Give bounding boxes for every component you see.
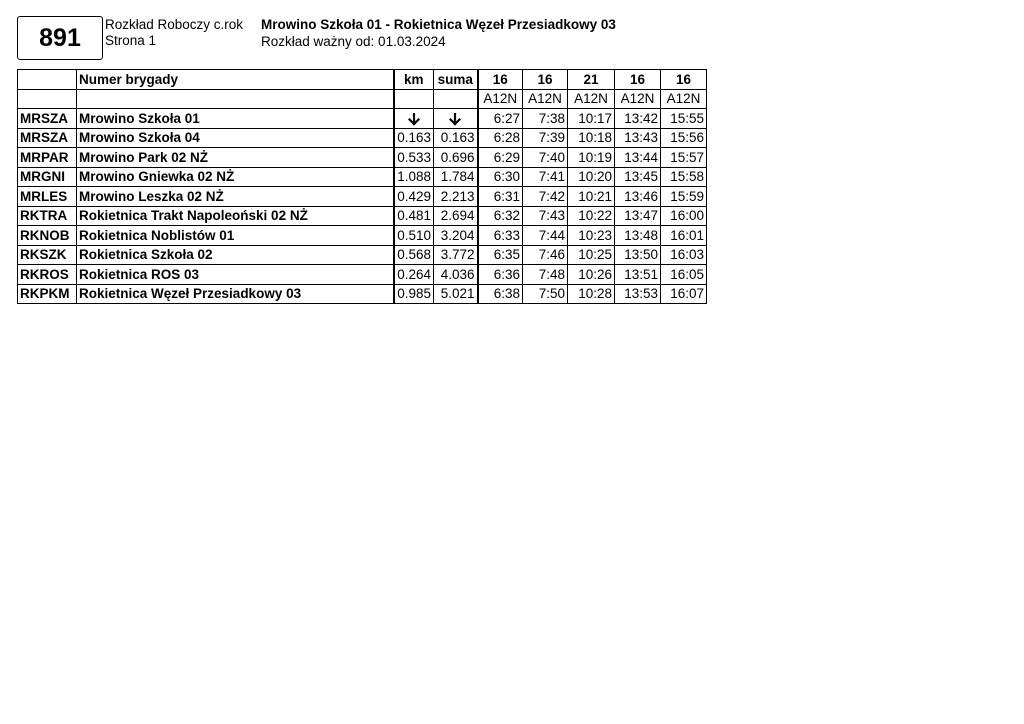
stop-code: RKPKM	[18, 284, 77, 304]
stop-name: Mrowino Szkoła 01	[77, 109, 394, 129]
departure-time: 13:44	[615, 148, 661, 168]
header-sum-cell: suma	[434, 70, 478, 90]
stop-code: MRSZA	[18, 128, 77, 148]
departure-time: 10:28	[568, 284, 615, 304]
variant-cell: A12N	[523, 89, 568, 109]
departure-time: 6:38	[478, 284, 523, 304]
departure-time: 15:56	[661, 128, 707, 148]
stop-name: Mrowino Gniewka 02 NŻ	[77, 167, 394, 187]
stop-name: Rokietnica Noblistów 01	[77, 226, 394, 246]
variant-cell: A12N	[615, 89, 661, 109]
departure-time: 7:38	[523, 109, 568, 129]
departure-time: 6:31	[478, 187, 523, 207]
brigade-cell: 16	[615, 70, 661, 90]
departure-time: 7:44	[523, 226, 568, 246]
departure-time: 10:18	[568, 128, 615, 148]
stop-km: 0.163	[394, 128, 434, 148]
stop-name: Rokietnica ROS 03	[77, 265, 394, 285]
departure-time: 16:03	[661, 245, 707, 265]
header-km-cell: km	[394, 70, 434, 90]
departure-time: 16:00	[661, 206, 707, 226]
empty-cell	[434, 89, 478, 109]
stop-code: MRLES	[18, 187, 77, 207]
stop-sum: 5.021	[434, 284, 478, 304]
departure-time: 16:07	[661, 284, 707, 304]
departure-time: 16:05	[661, 265, 707, 285]
departure-time: 6:30	[478, 167, 523, 187]
stop-row	[18, 128, 707, 148]
departure-time: 13:53	[615, 284, 661, 304]
departure-time: 10:21	[568, 187, 615, 207]
departure-time: 13:45	[615, 167, 661, 187]
header-row-brigades	[18, 70, 707, 90]
stop-row	[18, 206, 707, 226]
stop-row	[18, 187, 707, 207]
departure-time: 6:29	[478, 148, 523, 168]
departure-time: 7:43	[523, 206, 568, 226]
line-number-box	[17, 16, 103, 60]
stop-row	[18, 167, 707, 187]
stop-sum: 4.036	[434, 265, 478, 285]
stop-code: RKSZK	[18, 245, 77, 265]
header-code-cell	[18, 70, 77, 90]
empty-cell	[18, 89, 77, 109]
arrow-down-icon	[397, 110, 432, 127]
departure-time: 13:42	[615, 109, 661, 129]
stop-row	[18, 284, 707, 304]
stop-km: 0.510	[394, 226, 434, 246]
header-name-cell: Numer brygady	[77, 70, 394, 90]
variant-cell: A12N	[661, 89, 707, 109]
departure-time: 10:20	[568, 167, 615, 187]
page-number: Strona 1	[105, 33, 157, 48]
stop-code: RKTRA	[18, 206, 77, 226]
stop-row	[18, 226, 707, 246]
brigade-cell: 21	[568, 70, 615, 90]
header-row-variants	[18, 89, 707, 109]
departure-time: 15:55	[661, 109, 707, 129]
departure-time: 13:47	[615, 206, 661, 226]
departure-time: 6:28	[478, 128, 523, 148]
stop-sum: 2.213	[434, 187, 478, 207]
route-title: Mrowino Szkoła 01 - Rokietnica Węzeł Przesiadkowy 03	[261, 17, 616, 32]
departure-time: 15:58	[661, 167, 707, 187]
stop-km: 0.568	[394, 245, 434, 265]
departure-time: 15:57	[661, 148, 707, 168]
stop-code: RKNOB	[18, 226, 77, 246]
stop-sum: 3.772	[434, 245, 478, 265]
departure-time: 7:40	[523, 148, 568, 168]
variant-cell: A12N	[568, 89, 615, 109]
stop-row	[18, 148, 707, 168]
stop-row	[18, 265, 707, 285]
stop-sum: 0.163	[434, 128, 478, 148]
arrow-down-icon	[436, 110, 475, 127]
variant-cell: A12N	[478, 89, 523, 109]
brigade-cell: 16	[661, 70, 707, 90]
stop-sum: 0.696	[434, 148, 478, 168]
empty-cell	[77, 89, 394, 109]
departure-time: 6:32	[478, 206, 523, 226]
brigade-cell: 16	[478, 70, 523, 90]
stop-name: Mrowino Szkoła 04	[77, 128, 394, 148]
start-marker-cell	[434, 109, 478, 129]
stop-code: MRGNI	[18, 167, 77, 187]
stop-km: 0.985	[394, 284, 434, 304]
departure-time: 10:25	[568, 245, 615, 265]
stop-km: 0.429	[394, 187, 434, 207]
stop-sum: 2.694	[434, 206, 478, 226]
departure-time: 7:41	[523, 167, 568, 187]
stop-km: 0.481	[394, 206, 434, 226]
line-number: 891	[39, 23, 81, 52]
departure-time: 13:50	[615, 245, 661, 265]
departure-time: 10:19	[568, 148, 615, 168]
stop-km: 0.264	[394, 265, 434, 285]
departure-time: 13:48	[615, 226, 661, 246]
empty-cell	[394, 89, 434, 109]
stop-name: Rokietnica Węzeł Przesiadkowy 03	[77, 284, 394, 304]
stop-name: Rokietnica Szkoła 02	[77, 245, 394, 265]
stop-code: RKROS	[18, 265, 77, 285]
stop-code: MRPAR	[18, 148, 77, 168]
stop-sum: 1.784	[434, 167, 478, 187]
stop-code: MRSZA	[18, 109, 77, 129]
departure-time: 10:22	[568, 206, 615, 226]
stop-row	[18, 109, 707, 129]
departure-time: 7:48	[523, 265, 568, 285]
departure-time: 16:01	[661, 226, 707, 246]
valid-from: Rozkład ważny od: 01.03.2024	[261, 34, 446, 49]
departure-time: 7:39	[523, 128, 568, 148]
timetable	[17, 69, 707, 304]
stop-km: 0.533	[394, 148, 434, 168]
stop-name: Mrowino Leszka 02 NŻ	[77, 187, 394, 207]
departure-time: 13:51	[615, 265, 661, 285]
stop-row	[18, 245, 707, 265]
departure-time: 7:50	[523, 284, 568, 304]
departure-time: 15:59	[661, 187, 707, 207]
stop-name: Mrowino Park 02 NŻ	[77, 148, 394, 168]
departure-time: 7:46	[523, 245, 568, 265]
departure-time: 13:46	[615, 187, 661, 207]
departure-time: 7:42	[523, 187, 568, 207]
brigade-cell: 16	[523, 70, 568, 90]
departure-time: 6:35	[478, 245, 523, 265]
departure-time: 6:33	[478, 226, 523, 246]
schedule-type: Rozkład Roboczy c.rok	[105, 17, 244, 32]
stop-sum: 3.204	[434, 226, 478, 246]
departure-time: 10:17	[568, 109, 615, 129]
departure-time: 6:36	[478, 265, 523, 285]
departure-time: 10:26	[568, 265, 615, 285]
start-marker-cell	[394, 109, 434, 129]
departure-time: 13:43	[615, 128, 661, 148]
stop-km: 1.088	[394, 167, 434, 187]
stop-name: Rokietnica Trakt Napoleoński 02 NŻ	[77, 206, 394, 226]
departure-time: 6:27	[478, 109, 523, 129]
departure-time: 10:23	[568, 226, 615, 246]
